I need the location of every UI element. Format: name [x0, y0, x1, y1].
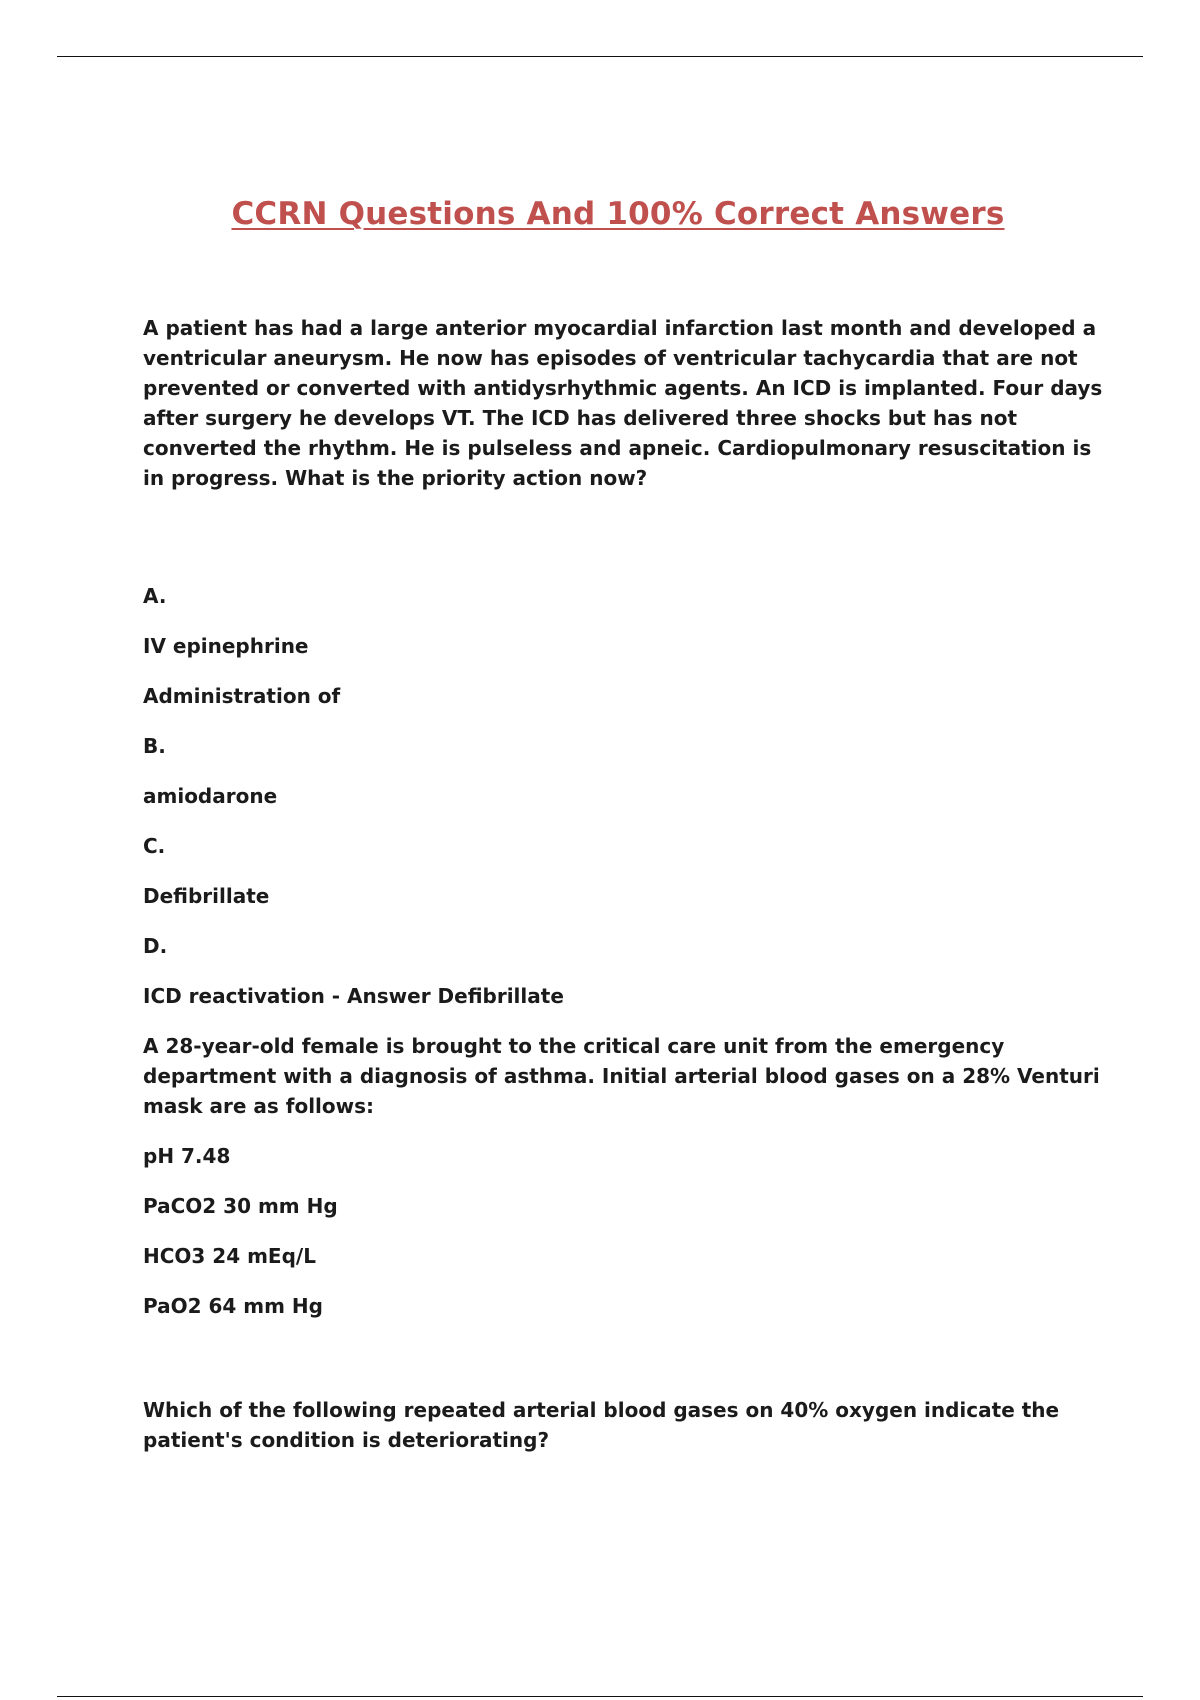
option-text: Defibrillate	[143, 884, 270, 908]
question-1-options	[143, 581, 1103, 1011]
document-body	[143, 313, 1103, 1455]
option-label-c: C.	[143, 834, 166, 858]
option-text-with-answer: ICD reactivation - Answer Defibrillate	[143, 984, 564, 1008]
option-label-a: A.	[143, 584, 167, 608]
blood-gas-value: pH 7.48	[143, 1144, 231, 1168]
option-text: Administration of	[143, 684, 341, 708]
option-text: IV epinephrine	[143, 634, 309, 658]
blood-gas-value: PaO2 64 mm Hg	[143, 1294, 323, 1318]
blood-gas-value: HCO3 24 mEq/L	[143, 1244, 316, 1268]
top-rule	[57, 56, 1143, 57]
option-text: amiodarone	[143, 784, 278, 808]
blood-gas-value: PaCO2 30 mm Hg	[143, 1194, 338, 1218]
document-title: CCRN Questions And 100% Correct Answers	[231, 196, 1005, 232]
option-label-b: B.	[143, 734, 166, 758]
option-label-d: D.	[143, 934, 168, 958]
question-2-stem: A 28-year-old female is brought to the critical care unit from the emergency department with a diagnosis of asthma. Initial arterial blood gases on a 28% Venturi mask are as follows:	[143, 1034, 1100, 1118]
blood-gas-values	[143, 1141, 1103, 1321]
bottom-rule	[57, 1696, 1143, 1697]
question-2-prompt: Which of the following repeated arterial blood gases on 40% oxygen indicate the patient's condition is deteriorating?	[143, 1398, 1060, 1452]
question-1-stem: A patient has had a large anterior myocardial infarction last month and developed a ventricular aneurysm. He now has episodes of ventricular tachycardia that are not prevented or converted with antidysrhythmic agents. An ICD is implanted. Four days after surgery he develops VT. The ICD has delivered three shocks but has not converted the rhythm. He is pulseless and apneic. Cardiopulmonary resuscitation is in progress. What is the priority action now?	[143, 316, 1103, 490]
